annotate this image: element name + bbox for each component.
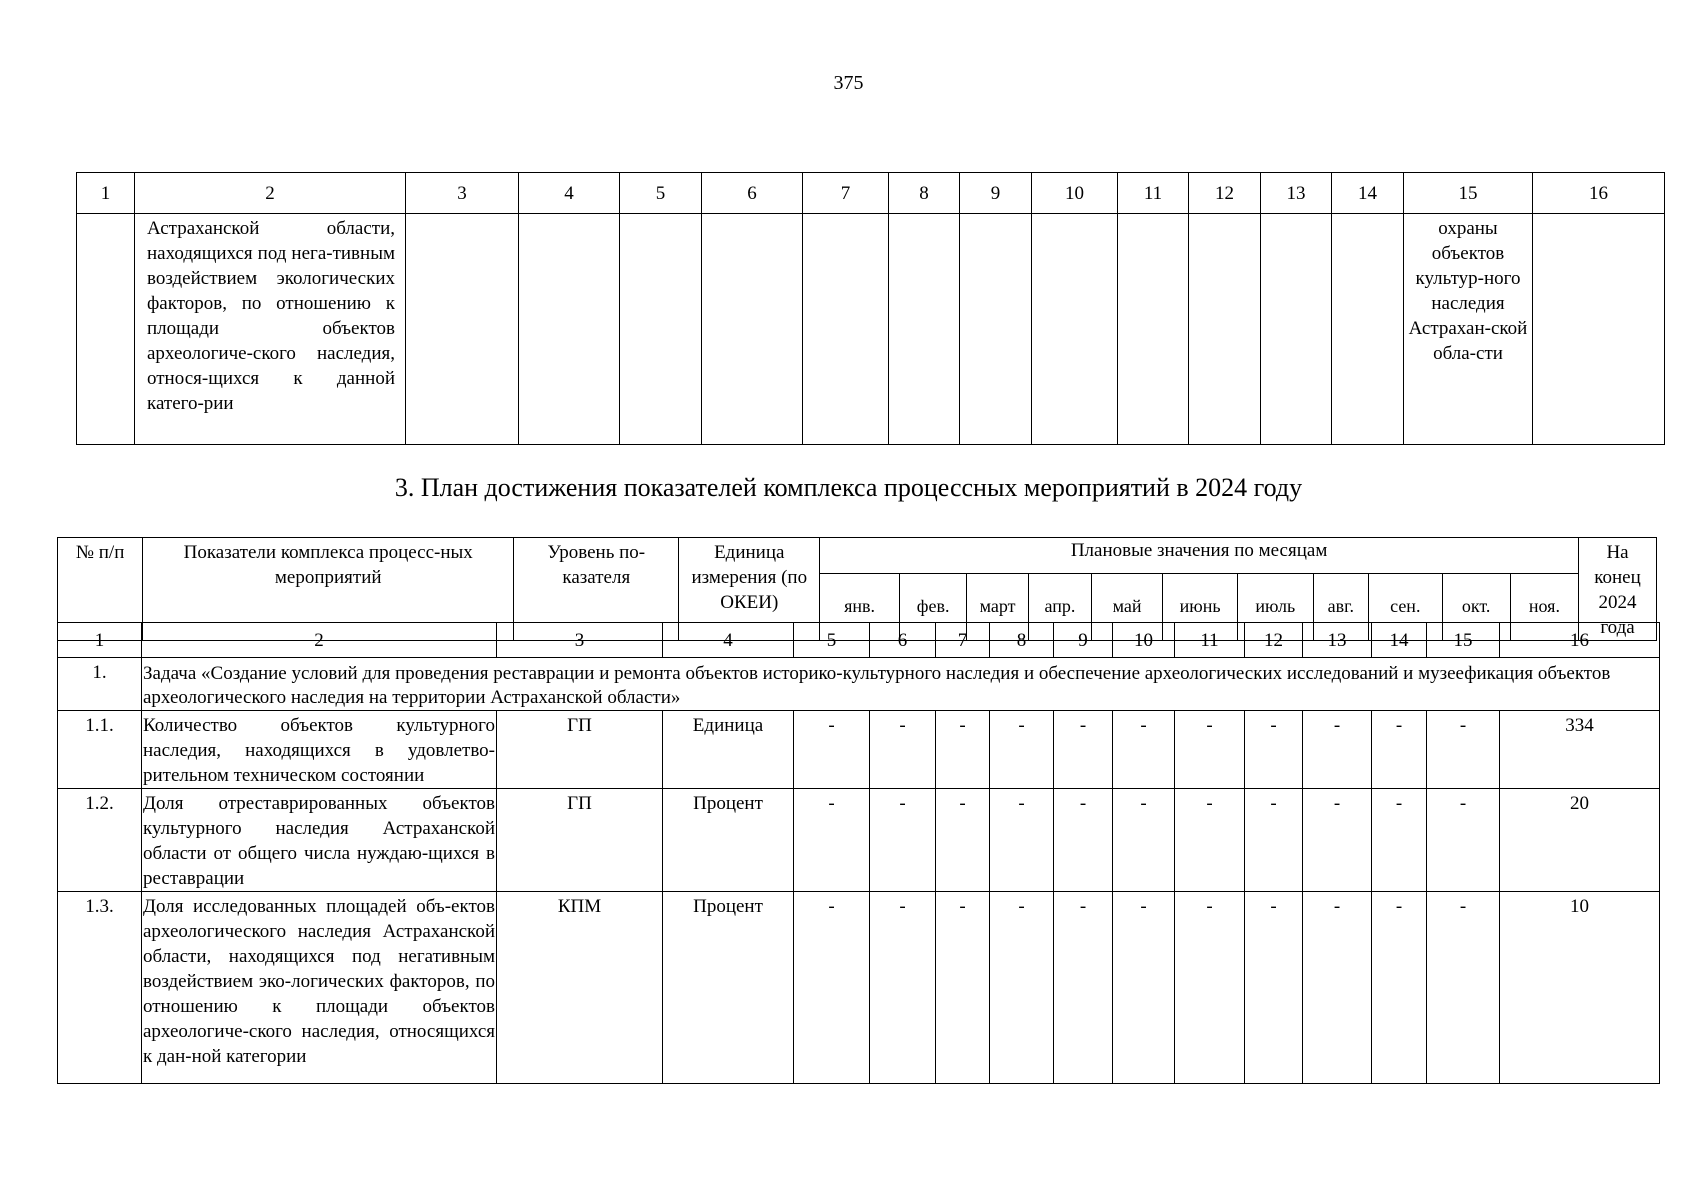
month-value: - xyxy=(1054,892,1113,1084)
header-month: окт. xyxy=(1442,573,1510,640)
table-row xyxy=(58,711,1660,789)
cell-empty xyxy=(620,214,702,445)
header-month: сен. xyxy=(1369,573,1443,640)
cell-empty xyxy=(702,214,803,445)
column-number: 1 xyxy=(58,623,142,658)
month-value: - xyxy=(870,789,936,892)
year-end-value: 334 xyxy=(1500,711,1660,789)
month-value: - xyxy=(794,892,870,1084)
column-number: 10 xyxy=(1032,173,1118,214)
header-year-end: На конец 2024 года xyxy=(1579,538,1657,641)
table-row xyxy=(58,892,1660,1084)
indicator-unit: Процент xyxy=(663,892,794,1084)
month-value: - xyxy=(870,892,936,1084)
task-num: 1. xyxy=(58,658,142,711)
month-value: - xyxy=(794,789,870,892)
header-month: апр. xyxy=(1029,573,1092,640)
month-value: - xyxy=(1427,789,1500,892)
cell-empty xyxy=(1118,214,1189,445)
month-value: - xyxy=(1054,789,1113,892)
indicator-text-cell: Астраханской области, находящихся под нега-тивным воздействием экологических факторов, по отношению к площади объектов археологиче-ского наследия, относя-щихся к данной катего-рии xyxy=(135,214,406,445)
cell-empty xyxy=(889,214,960,445)
month-value: - xyxy=(794,711,870,789)
header-month: март xyxy=(967,573,1029,640)
header-month: ноя. xyxy=(1510,573,1578,640)
year-end-value: 20 xyxy=(1500,789,1660,892)
column-number: 5 xyxy=(794,623,870,658)
month-value: - xyxy=(1113,892,1175,1084)
column-number: 2 xyxy=(135,173,406,214)
month-value: - xyxy=(1372,711,1427,789)
page-number: 375 xyxy=(833,72,864,94)
header-level: Уровень по-казателя xyxy=(514,538,679,641)
column-number: 1 xyxy=(77,173,135,214)
column-number: 4 xyxy=(663,623,794,658)
indicator-level: КПМ xyxy=(497,892,663,1084)
indicator-unit: Процент xyxy=(663,789,794,892)
column-number: 11 xyxy=(1175,623,1245,658)
column-number-row xyxy=(58,623,1660,658)
plan-table xyxy=(57,622,1660,1084)
column-number: 15 xyxy=(1404,173,1533,214)
column-number: 10 xyxy=(1113,623,1175,658)
column-number: 12 xyxy=(1189,173,1261,214)
month-value: - xyxy=(990,711,1054,789)
cell-empty xyxy=(1261,214,1332,445)
month-value: - xyxy=(936,711,990,789)
month-value: - xyxy=(1303,892,1372,1084)
column-number-row xyxy=(77,173,1665,214)
row-num: 1.3. xyxy=(58,892,142,1084)
section-title: 3. План достижения показателей комплекса процессных мероприятий в 2024 году xyxy=(394,473,1303,502)
cell-empty xyxy=(1032,214,1118,445)
month-value: - xyxy=(1303,711,1372,789)
column-number: 11 xyxy=(1118,173,1189,214)
header-month: фев. xyxy=(900,573,967,640)
month-value: - xyxy=(1245,892,1303,1084)
header-num: № п/п xyxy=(58,538,143,641)
header-indicator: Показатели комплекса процесс-ных мероприятий xyxy=(143,538,514,641)
month-value: - xyxy=(1113,789,1175,892)
indicator-level: ГП xyxy=(497,789,663,892)
column-number: 15 xyxy=(1427,623,1500,658)
indicator-name: Доля исследованных площадей объ-ектов археологического наследия Астраханской области, находящихся под негативным воздействием эко-логических факторов, по отношению к площади объектов археологиче-ского наследия, относящихся к дан-ной категории xyxy=(142,892,497,1084)
header-month: май xyxy=(1091,573,1162,640)
month-value: - xyxy=(936,892,990,1084)
month-value: - xyxy=(1113,711,1175,789)
month-value: - xyxy=(1372,789,1427,892)
column-number: 7 xyxy=(803,173,889,214)
column-number: 8 xyxy=(990,623,1054,658)
responsible-cell: охраны объектов культур-ного наследия Астрахан-ской обла-сти xyxy=(1404,214,1533,445)
column-number: 5 xyxy=(620,173,702,214)
month-value: - xyxy=(1303,789,1372,892)
month-value: - xyxy=(1427,711,1500,789)
month-value: - xyxy=(936,789,990,892)
column-number: 7 xyxy=(936,623,990,658)
column-number: 14 xyxy=(1372,623,1427,658)
header-month: авг. xyxy=(1313,573,1368,640)
indicator-name: Количество объектов культурного наследия, находящихся в удовлетво-рительном техническом состоянии xyxy=(142,711,497,789)
cell-empty xyxy=(1332,214,1404,445)
indicator-unit: Единица xyxy=(663,711,794,789)
column-number: 13 xyxy=(1261,173,1332,214)
month-value: - xyxy=(1372,892,1427,1084)
continuation-table xyxy=(76,172,1665,445)
cell-empty xyxy=(77,214,135,445)
task-text: Задача «Создание условий для проведения реставрации и ремонта объектов историко-культурного наследия и обеспечение археологических исследований и музеефикация объектов археологического наследия на территории Астраханской области» xyxy=(142,658,1660,711)
column-number: 3 xyxy=(406,173,519,214)
column-number: 16 xyxy=(1500,623,1660,658)
indicator-name: Доля отреставрированных объектов культурного наследия Астраханской области от общего числа нуждаю-щихся в реставрации xyxy=(142,789,497,892)
month-value: - xyxy=(1175,711,1245,789)
month-value: - xyxy=(870,711,936,789)
column-number: 13 xyxy=(1303,623,1372,658)
month-value: - xyxy=(990,789,1054,892)
month-value: - xyxy=(1245,711,1303,789)
month-value: - xyxy=(990,892,1054,1084)
column-number: 12 xyxy=(1245,623,1303,658)
cell-empty xyxy=(406,214,519,445)
column-number: 14 xyxy=(1332,173,1404,214)
task-row xyxy=(58,658,1660,711)
row-num: 1.1. xyxy=(58,711,142,789)
column-number: 9 xyxy=(1054,623,1113,658)
cell-empty xyxy=(960,214,1032,445)
column-number: 6 xyxy=(870,623,936,658)
column-number: 4 xyxy=(519,173,620,214)
column-number: 8 xyxy=(889,173,960,214)
cell-empty xyxy=(1189,214,1261,445)
row-num: 1.2. xyxy=(58,789,142,892)
header-monthly-values: Плановые значения по месяцам xyxy=(820,538,1579,574)
header-unit: Единица измерения (по ОКЕИ) xyxy=(679,538,820,641)
column-number: 3 xyxy=(497,623,663,658)
header-month: июль xyxy=(1237,573,1313,640)
month-value: - xyxy=(1427,892,1500,1084)
month-value: - xyxy=(1245,789,1303,892)
month-value: - xyxy=(1175,892,1245,1084)
column-number: 16 xyxy=(1533,173,1665,214)
column-number: 2 xyxy=(142,623,497,658)
year-end-value: 10 xyxy=(1500,892,1660,1084)
table-row xyxy=(58,789,1660,892)
month-value: - xyxy=(1175,789,1245,892)
indicator-level: ГП xyxy=(497,711,663,789)
header-month: июнь xyxy=(1163,573,1238,640)
header-month: янв. xyxy=(820,573,900,640)
table-row xyxy=(77,214,1665,445)
month-value: - xyxy=(1054,711,1113,789)
column-number: 9 xyxy=(960,173,1032,214)
cell-empty xyxy=(1533,214,1665,445)
cell-empty xyxy=(803,214,889,445)
cell-empty xyxy=(519,214,620,445)
column-number: 6 xyxy=(702,173,803,214)
